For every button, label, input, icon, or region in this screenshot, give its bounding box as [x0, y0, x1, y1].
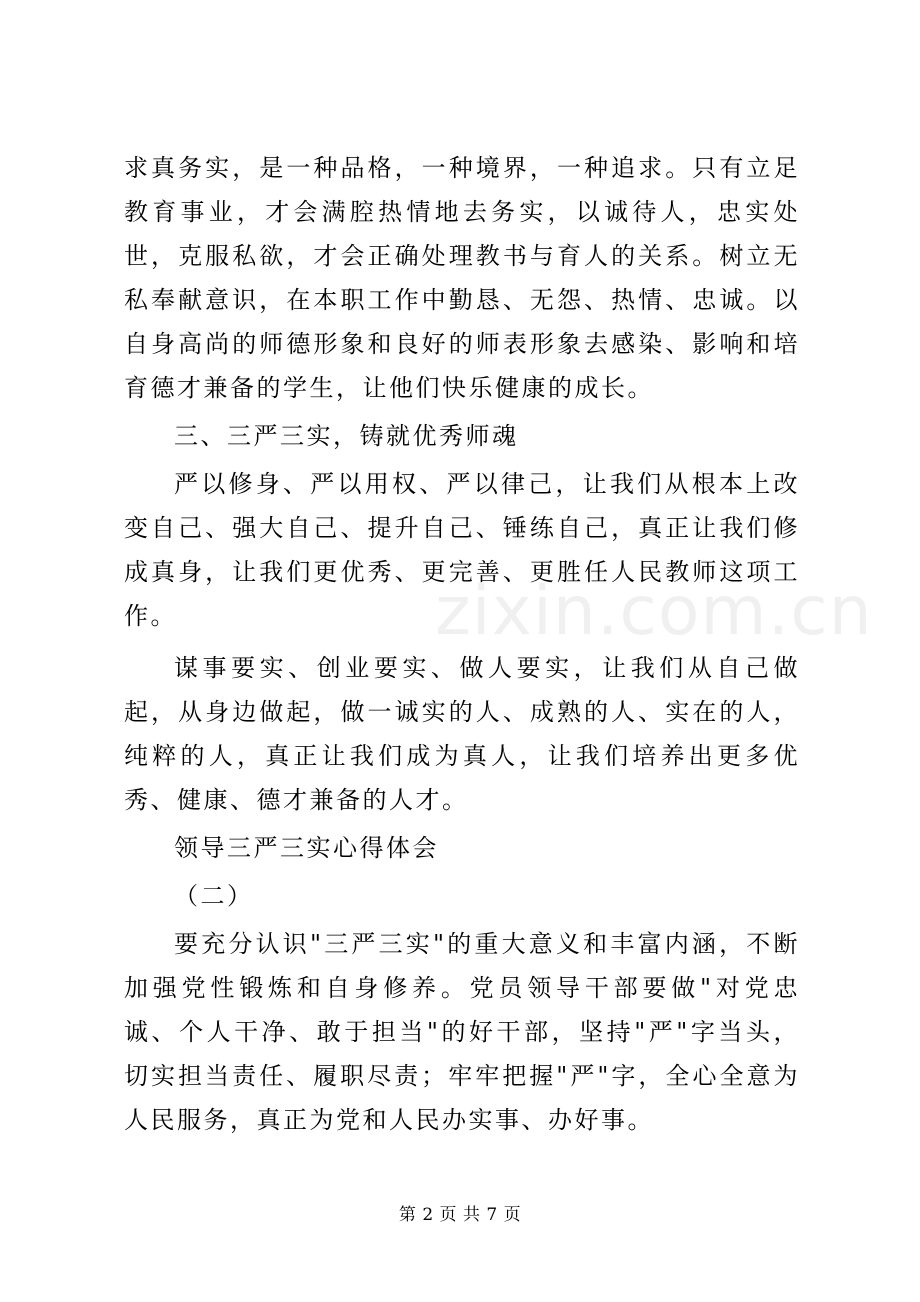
article-part-label: （二） [174, 882, 254, 910]
section-heading-3: 三、三严三实，铸就优秀师魂 [174, 422, 519, 450]
page-number-footer: 第 2 页 共 7 页 [398, 1205, 522, 1225]
paragraph-2: 严以修身、严以用权、严以律己，让我们从根本上改变自己、强大自己、提升自己、锤练自己，真正让我们修成真身，让我们更优秀、更完善、更胜任人民教师这项工作。 [124, 470, 800, 630]
paragraph-1: 求真务实，是一种品格，一种境界，一种追求。只有立足教育事业，才会满腔热情地去务实，以诚待人，忠实处世，克服私欲，才会正确处理教书与育人的关系。树立无私奉献意识，在本职工作中勤恳、无怨、热情、忠诚。以自身高尚的师德形象和良好的师表形象去感染、影响和培育德才兼备的学生，让他们快乐健康的成长。 [124, 154, 800, 402]
article-title: 领导三严三实心得体会 [174, 834, 439, 862]
paragraph-3: 谋事要实、创业要实、做人要实，让我们从自己做起，从身边做起，做一诚实的人、成熟的人、实在的人，纯粹的人，真正让我们成为真人，让我们培养出更多优秀、健康、德才兼备的人才。 [124, 654, 800, 814]
paragraph-4: 要充分认识"三严三实"的重大意义和丰富内涵，不断加强党性锻炼和自身修养。党员领导干部要做"对党忠诚、个人干净、敢于担当"的好干部，坚持"严"字当头，切实担当责任、履职尽责；牢牢把握"严"字，全心全意为人民服务，真正为党和人民办实事、办好事。 [124, 930, 800, 1134]
document-body [124, 146, 800, 1142]
watermark: zixin.com.cn [435, 572, 873, 651]
